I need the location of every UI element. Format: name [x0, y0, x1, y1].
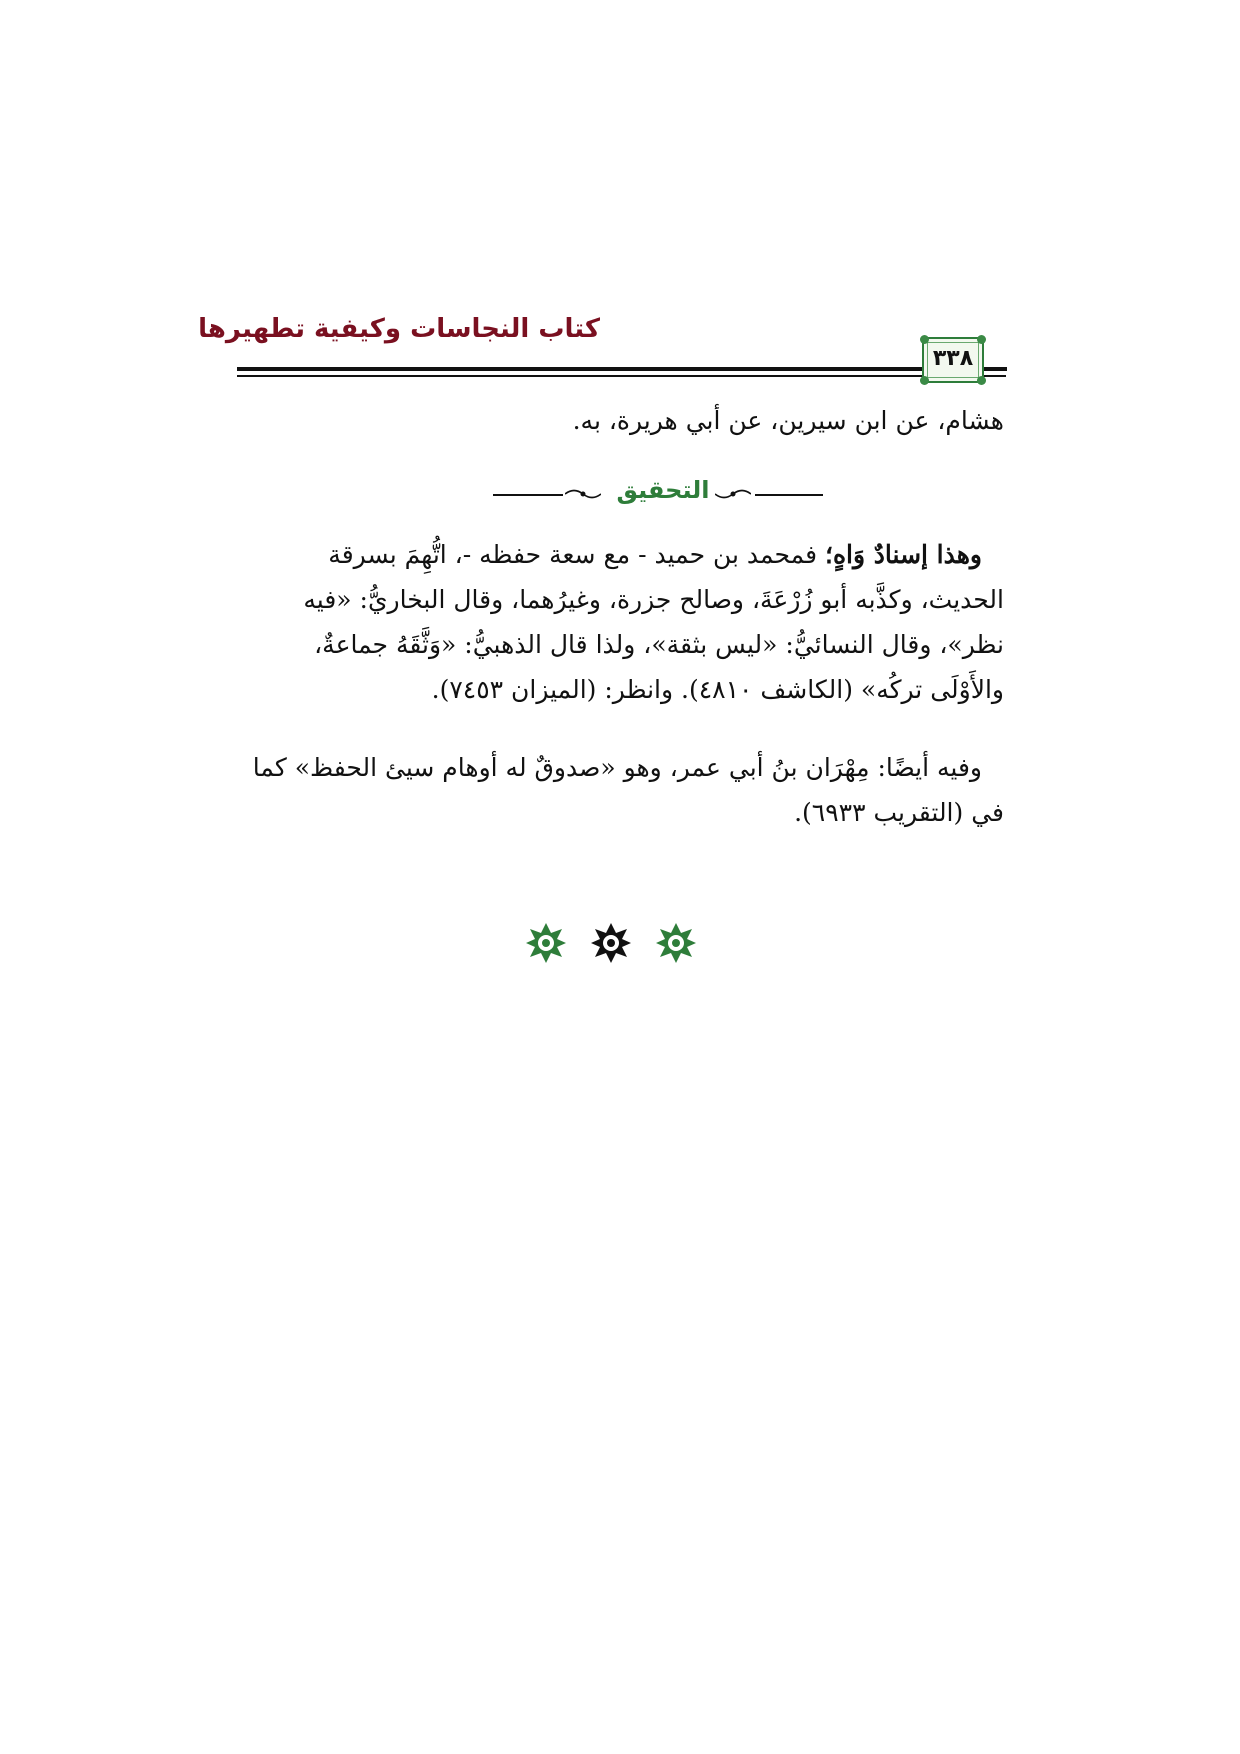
green-star-icon — [655, 922, 697, 964]
paragraph-1-line-3: نظر»، وقال النسائيُّ: «ليس بثقة»، ولذا قال الذهبيُّ: «وَثَّقَهُ جماعةٌ، — [314, 630, 1004, 659]
section-title: التحقيق — [616, 476, 710, 504]
section-heading — [493, 476, 823, 506]
header-rule-thick — [237, 367, 1006, 371]
paragraph-2-line-2: في (التقريب ٦٩٣٣). — [794, 798, 1004, 827]
paragraph-1-line-2: الحديث، وكذَّبه أبو زُرْعَةَ، وصالح جزرة، وغيرُهما، وقال البخاريُّ: «فيه — [303, 585, 1004, 614]
green-star-icon — [525, 922, 567, 964]
paragraph-1-line-1 — [236, 532, 1004, 577]
page-number: ٣٣٨ — [932, 346, 974, 371]
frame-corner-ornament — [920, 376, 929, 385]
frame-corner-ornament — [920, 335, 929, 344]
end-ornament — [525, 922, 697, 964]
book-title: كتاب النجاسات وكيفية تطهيرها — [198, 314, 600, 344]
section-ornament-icon — [565, 487, 601, 501]
frame-corner-ornament — [977, 335, 986, 344]
frame-corner-ornament — [977, 376, 986, 385]
black-star-icon — [590, 922, 632, 964]
paragraph-1 — [236, 532, 1004, 712]
section-ornament-icon — [715, 487, 751, 501]
paragraph-2-line-1: وفيه أيضًا: مِهْرَان بنُ أبي عمر، وهو «صدوقٌ له أوهام سيئ الحفظ» كما — [252, 753, 982, 782]
page-number-frame — [922, 337, 984, 383]
lead-phrase: وهذا إسنادٌ وَاهٍ؛ — [825, 540, 982, 569]
header-rule-thin — [237, 375, 1006, 377]
section-rule-left — [493, 494, 563, 496]
paragraph-1-line-4: والأَوْلَى تركُه» (الكاشف ٤٨١٠). وانظر: (الميزان ٧٤٥٣). — [431, 675, 1004, 704]
intro-line: هشام، عن ابن سيرين، عن أبي هريرة، به. — [572, 406, 1004, 435]
paragraph-1-line-1-text: فمحمد بن حميد - مع سعة حفظه -، اتُّهِمَ بسرقة — [328, 540, 818, 569]
header-rule-right — [990, 367, 1007, 371]
intro-paragraph — [236, 398, 1004, 443]
paragraph-2 — [236, 745, 1004, 835]
section-rule-right — [755, 494, 823, 496]
